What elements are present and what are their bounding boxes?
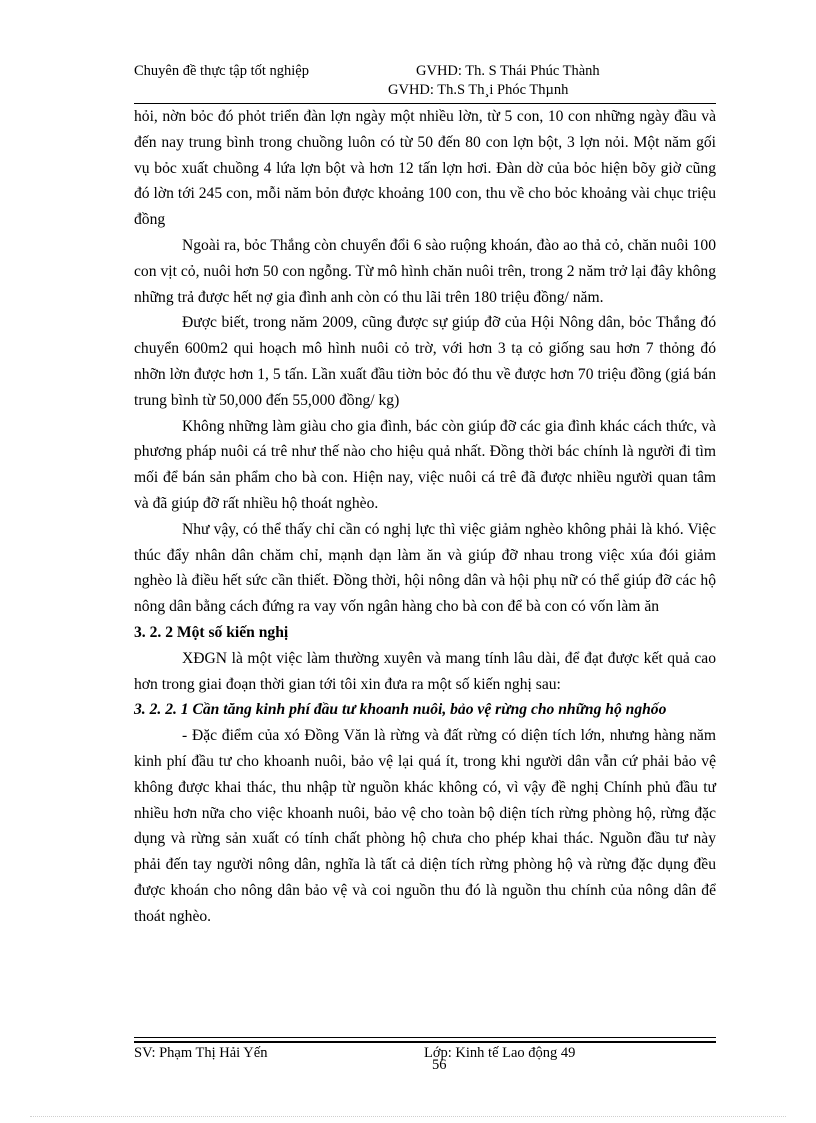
paragraph: - Đặc điểm của xó Đồng Văn là rừng và đất rừng có diện tích lớn, nhưng hàng năm kinh phí đầu tư cho khoanh nuôi, bảo vệ lại quá ít, trong khi người dân vẫn cứ phải bảo vệ không được khai thác, thu nhập từ nguồn khác không có, vì vậy đề nghị Chính phủ đầu tư nhiều hơn nữa cho việc khoanh nuôi, bảo vệ cho toàn bộ diện tích rừng phòng hộ, rừng đặc dụng và rừng sản xuất có tính chất phòng hộ chưa cho phép khai thác. Nguồn đầu tư này phải đến tay người nông dân, nghĩa là tất cả diện tích rừng phòng hộ và rừng đặc dụng đều được khoán cho nông dân bảo vệ và coi nguồn thu đó là nguồn thu chính của nông dân để thoát nghèo. xyxy=(134,727,716,925)
report-title: Chuyên đề thực tập tốt nghiệp xyxy=(134,63,309,79)
document-body xyxy=(134,104,716,930)
footer-rule-thin xyxy=(134,1037,716,1038)
student-name: SV: Phạm Thị Hải Yến xyxy=(134,1045,268,1061)
supervisor-name: GVHD: Th. S Thái Phúc Thành xyxy=(416,63,600,79)
footer-rule-thick xyxy=(134,1041,716,1043)
paragraph: XĐGN là một việc làm thường xuyên và mang tính lâu dài, để đạt được kết quả cao hơn trong giai đoạn thời gian tới tôi xin đưa ra một số kiến nghị sau: xyxy=(134,649,716,693)
class-name: Lớp: Kinh tế Lao động 49 xyxy=(424,1045,576,1061)
page-bottom-dotted-line xyxy=(30,1116,786,1117)
paragraph: Không những làm giàu cho gia đình, bác còn giúp đỡ các gia đình khác cách thức, và phương pháp nuôi cá trê như thế nào cho hiệu quả nhất. Đồng thời bác chính là người đi tìm mối để bán sản phẩm cho bà con. Hiện nay, việc nuôi cá trê đã được nhiều người quan tâm và đã giúp đỡ rất nhiều hộ thoát nghèo. xyxy=(134,417,716,512)
paragraph: Như vậy, có thể thấy chỉ cần có nghị lực thì việc giảm nghèo không phải là khó. Việc thúc đẩy nhân dân chăm chỉ, mạnh dạn làm ăn và giúp đỡ nhau trong việc xúa đói giảm nghèo là điều hết sức cần thiết. Đồng thời, hội nông dân và hội phụ nữ có thể giúp đỡ các hộ nông dân bằng cách đứng ra vay vốn ngân hàng cho bà con để bà con có vốn làm ăn xyxy=(134,520,716,616)
page-number: 56 xyxy=(432,1057,447,1073)
paragraph: Ngoài ra, bỏc Thắng còn chuyển đổi 6 sào ruộng khoán, đào ao thả cỏ, chăn nuôi 100 con vịt cỏ, nuôi hơn 50 con ngỗng. Từ mô hình chăn nuôi trên, trong 2 năm trở lại đây không những trả được hết nợ gia đình anh còn có thu lãi trên 180 triệu đồng/ năm. xyxy=(134,236,716,306)
header-line-1 xyxy=(134,62,716,81)
supervisor-name-legacy-encoding: GVHD: Th.S Th¸i Phóc Thµnh xyxy=(388,82,569,98)
section-heading: 3. 2. 2 Một số kiến nghị xyxy=(134,623,289,641)
paragraph: Được biết, trong năm 2009, cũng được sự giúp đỡ của Hội Nông dân, bỏc Thắng đó chuyển 600m2 qui hoạch mô hình nuôi cỏ trờ, với hơn 3 tạ cỏ giống sau hơn 7 thỏng đó nhỡn lờn được hơn 1, 5 tấn. Lần xuất đầu tiờn bỏc đó thu về được hơn 70 triệu đồng (giá bán trung bình từ 50,000 đến 55,000 đồng/ kg) xyxy=(134,314,716,409)
subsection-heading: 3. 2. 2. 1 Cần tăng kinh phí đầu tư khoanh nuôi, bảo vệ rừng cho những hộ nghốo xyxy=(134,701,667,719)
page-header xyxy=(134,62,716,100)
header-line-2 xyxy=(134,81,716,100)
paragraph: hỏi, nờn bỏc đó phỏt triển đàn lợn ngày một nhiều lờn, từ 5 con, 10 con những ngày đầu và đến nay trung bình trong chuồng luôn có từ 50 đến 80 con lợn bột, 3 lợn nỏi. Một năm gối vụ bỏc xuất chuồng 4 lứa lợn bột và hơn 12 tấn lợn hơi. Đàn dờ của bỏc hiện bõy giờ cũng đó lờn tới 245 con, mỗi năm bỏn được khoảng 100 con, thu về cho bỏc khoảng vài chục triệu đồng xyxy=(134,108,716,229)
